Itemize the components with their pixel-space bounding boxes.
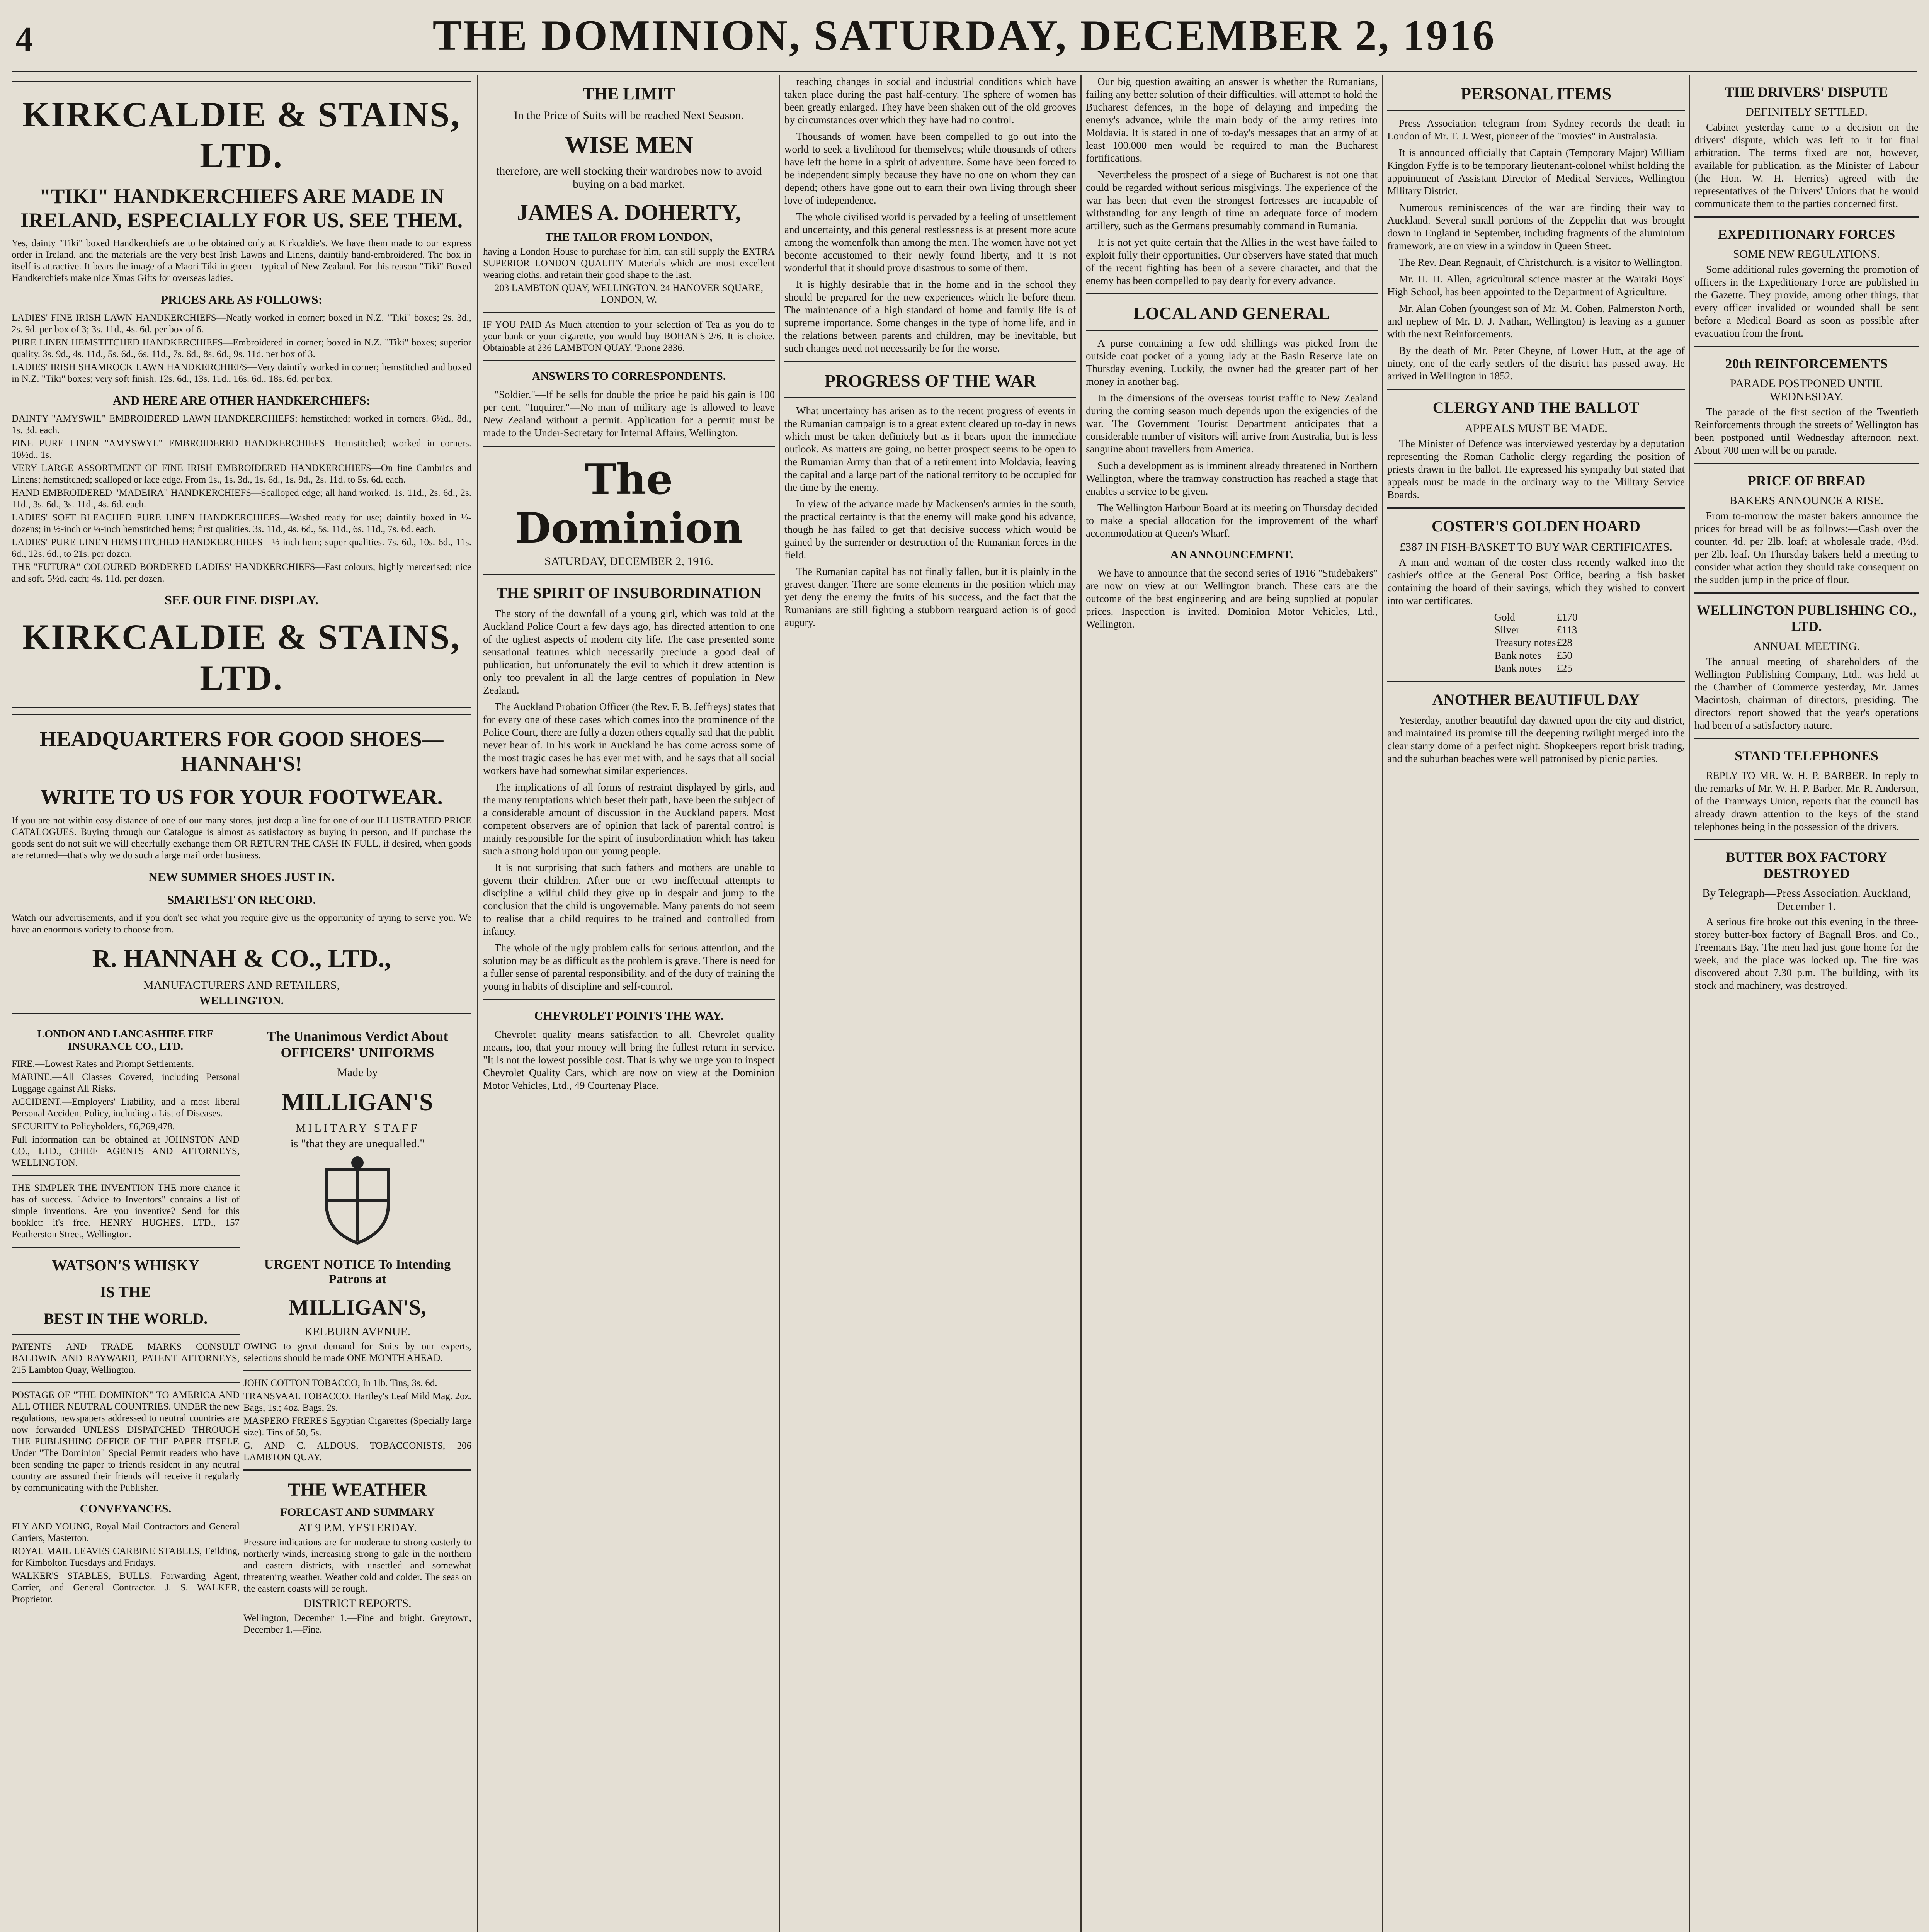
editorial-paragraph: It is not surprising that such fathers and mothers are unable to govern their children. After one or two ineffectual attempts to discipline a wilful child they give up in despair and jump to the conclusion that the child is ungovernable. Many parents do not seem to realise that a child requires to be trained and controlled from infancy. [483,862,775,937]
conveyance-line: FLY AND YOUNG, Royal Mail Contractors and General Carriers, Masterton. [12,1521,240,1543]
masthead [12,8,1917,72]
hannah-name: R. HANNAH & CO., LTD., [92,944,391,973]
london-ins-line: SECURITY to Policyholders, £6,269,478. [12,1121,175,1132]
london-ins-line: MARINE.—All Classes Covered, including Personal Luggage against All Risks. [12,1072,240,1094]
war-continued: Our big question awaiting an answer is whether the Rumanians, failing any better solution of their difficulties, will attempt to hold the Bucharest defences, in the hope of delaying and impeding the enemy's advance, while the main body of the army retires into Moldavia. It is stated in one of to-day's messages that an army of at least 100,000 men would be required to man the Bucharest fortifications. [1086,76,1378,164]
announcement-head: AN ANNOUNCEMENT. [1170,548,1293,561]
weather-body: Pressure indications are for moderate to strong easterly to northerly winds, increasing strong to gale in the northern and eastern districts, with unsettled and somewhat threatening weather. Weather cold and colder. The seas on the eastern coasts will be rough. [243,1537,471,1594]
editorial-headline: THE SPIRIT OF INSUBORDINATION [497,584,761,602]
chevrolet-body: Chevrolet quality means satisfaction to all. Chevrolet quality means, too, that your money will bring the fullest return in service. "It is not the lowest possible cost. That is why we urge you to inspect Chevrolet Quality Cars, which are now on view at the Dominion Motor Vehicles, Ltd., 49 Courtenay Place. [483,1029,775,1091]
london-ins-line: ACCIDENT.—Employers' Liability, and a most liberal Personal Accident Policy, including a List of Diseases. [12,1097,240,1119]
personal-item: Mr. Alan Cohen (youngest son of Mr. M. Cohen, Palmerston North, and nephew of Mr. D. J. Nathan, Wellington) is leaving as a gunner with the next Reinforcements. [1387,303,1685,340]
other-head: AND HERE ARE OTHER HANDKERCHIEFS: [112,393,371,407]
hoard-value: £50 [1556,650,1572,661]
limit-title: THE LIMIT [583,84,675,103]
milligan-verdict: The Unanimous Verdict About OFFICERS' UNIFORMS [267,1029,448,1060]
weather-district: DISTRICT REPORTS. [303,1597,412,1610]
divider [483,999,775,1000]
personal-headline: PERSONAL ITEMS [1461,84,1611,103]
column-rule [1382,75,1383,1932]
other-line: HAND EMBROIDERED "MADEIRA" HANDKERCHIEFS—Scalloped edge; all hand worked. 1s. 11d., 2s. 6d., 2s. 11d., 3s. 6d., 3s. 11d., 4s. 6d. each. [12,488,471,510]
stand-body: REPLY TO MR. W. H. P. BARBER. In reply to the remarks of Mr. W. H. P. Barber, Mr. R. Anderson, of the Tramways Union, reports that the council has already drawn attention to the keys of the stand telephones being in the possession of the drivers. [1694,770,1919,832]
wpc-body: The annual meeting of shareholders of the Wellington Publishing Company, Ltd., was held at the Chamber of Commerce yesterday, Mr. James Macintosh, chairman of directors, presiding. The directors' report showed that the year's operations had been of a satisfactory nature. [1694,656,1919,731]
hoard-value: £170 [1556,611,1578,623]
divider [483,312,775,313]
hoard-label: Gold [1494,611,1515,623]
divider [1694,738,1919,739]
urgent-name: MILLIGAN'S, [288,1296,427,1320]
kirkcaldie-name-footer: KIRKCALDIE & STAINS, LTD. [22,617,461,697]
limit-body: In the Price of Suits will be reached Next Season. [514,109,744,122]
tobacco-line: TRANSVAAL TOBACCO. Hartley's Leaf Mild Mag. 2oz. Bags, 1s.; 4oz. Bags, 2s. [243,1391,471,1413]
chevrolet-head: CHEVROLET POINTS THE WAY. [534,1009,724,1022]
announcement-body: We have to announce that the second series of 1916 "Studebakers" are now on view at our Wellington branch. These cars are the outcome of the best engineering and are being supplied at popular prices. Inspection is invited. Dominion Motor Vehicles, Ltd., Wellington. [1086,567,1378,630]
smartest: SMARTEST ON RECORD. [167,893,316,906]
personal-item: It is announced officially that Captain (Temporary Major) William Kingdon Fyffe is to be temporary lieutenant-colonel whilst holding the appointment of Assistant Director of Medical Services, Wellington Military District. [1387,147,1685,197]
hoard-value: £113 [1556,624,1577,636]
divider [1387,507,1685,509]
war-paragraph: The Rumanian capital has not finally fallen, but it is plainly in the gravest danger. There are some elements in the position which may yet deny the enemy the fruits of his success, and the fact that the Rumanians are still fighting a stubborn rearguard action is of good augury. [784,566,1076,628]
new-summer: NEW SUMMER SHOES JUST IN. [148,870,335,884]
drivers-sub: DEFINITELY SETTLED. [1745,105,1868,118]
divider [1387,110,1685,111]
inventor-ad: THE SIMPLER THE INVENTION THE more chance it has of success. "Advice to Inventors" contains a list of simple inventions. Are you inventive? Send for this booklet: it's free. HENRY HUGHES, LTD., 157 Featherston Street, Wellington. [12,1183,240,1240]
table-row [1494,636,1578,649]
column-5 [1387,75,1685,1932]
other-line: THE "FUTURA" COLOURED BORDERED LADIES' HANDKERCHIEFS—Fast colours; highly mercerised; nice and soft. 5½d. each; 4s. 11d. per dozen. [12,562,471,584]
divider [1694,216,1919,218]
clergy-body: The Minister of Defence was interviewed yesterday by a deputation representing the Roman Catholic clergy regarding the position of priests drawn in the ballot. He expressed his sympathy but stated that appeals must be made in the ordinary way to the Military Service Boards. [1387,438,1685,500]
weather-reports: Wellington, December 1.—Fine and bright. Greytown, December 1.—Fine. [243,1613,471,1635]
conveyance-line: ROYAL MAIL LEAVES CARBINE STABLES, Feilding, for Kimbolton Tuesdays and Fridays. [12,1546,240,1568]
hannah-sub: MANUFACTURERS AND RETAILERS, [143,979,340,992]
editorial-paragraph: The implications of all forms of restraint displayed by girls, and the many temptations which beset their path, have been the subject of a considerable amount of discussion in the Auckland papers. Most competent observers are of opinion that lack of parental control is mainly responsible for the spirit of insubordination which has taken such a strong hold upon our young people. [483,781,775,857]
editorial-paragraph: The Auckland Probation Officer (the Rev. F. B. Jeffreys) states that for every one of these cases which comes into the prominence of the Police Court, there are fully a dozen others equally sad that the public never hear of. In his work in Auckland he has come across some of the most tragic cases he has ever met with, and he says that all social workers have had somewhat similar experiences. [483,701,775,776]
beautiful-headline: ANOTHER BEAUTIFUL DAY [1432,691,1640,708]
divider [483,446,775,447]
divider [1387,389,1685,390]
hoard-label: Treasury notes [1494,637,1556,648]
reinforcements-sub: PARADE POSTPONED UNTIL WEDNESDAY. [1730,377,1883,403]
war-continued: It is not yet quite certain that the Allies in the west have failed to exploit fully their opportunities. Our observers have stated that much of the recent fighting has been of a severe character, and that the enemy has been compelled to pay dearly for every advance. [1086,236,1378,286]
other-line: VERY LARGE ASSORTMENT OF FINE IRISH EMBROIDERED HANDKERCHIEFS—On fine Cambrics and Linens; hemstitched; scalloped or lace edge. From 1s., 1s. 3d., 1s. 6d., 1s. 9d., 2s. 11d. to 5s. 6d. each. [12,463,471,485]
butter-body: A serious fire broke out this evening in the three-storey butter-box factory of Bagnall Bros. and Co., Freeman's Bay. The men had just gone home for the week, and the place was locked up. The fire was discovered about 7.30 p.m. The building, with its stock and machinery, was destroyed. [1694,916,1919,991]
weather-time: AT 9 P.M. YESTERDAY. [298,1521,417,1534]
personal-item: Mr. H. H. Allen, agricultural science master at the Waitaki Boys' High School, has been appointed to the Department of Agriculture. [1387,273,1685,298]
tiki-headline: "TIKI" HANDKERCHIEFS ARE MADE IN IRELAND, ESPECIALLY FOR US. SEE THEM. [20,185,463,232]
hannah-headline: HEADQUARTERS FOR GOOD SHOES—HANNAH'S! [39,727,444,776]
hannah-watch: Watch our advertisements, and if you don't see what you require give us the opportunity of trying to serve you. We have an enormous variety to choose from. [12,913,471,935]
divider [1694,463,1919,464]
column-rule [477,75,478,1932]
divider [1086,293,1378,294]
divider [1694,346,1919,347]
column-2 [483,75,775,1932]
divider [12,1247,240,1248]
divider [784,397,1076,398]
stand-headline: STAND TELEPHONES [1735,748,1878,764]
table-row [1494,662,1578,675]
editorial-continued: reaching changes in social and industrial conditions which have taken place during the past half-century. The sphere of women has been greatly enlarged. They have been shaken out of the old grooves by circumstances over which they have had no control. [784,76,1076,126]
costers-headline: COSTER'S GOLDEN HOARD [1431,517,1641,535]
hoard-value: £25 [1556,662,1572,674]
expeditionary-body: Some additional rules governing the promotion of officers in the Expeditionary Force are published in the Gazette. They provide, among other things, that every officer invalided or wounded shall be sent before a Medical Board as soon as possible after evacuation from the front. [1694,264,1919,339]
hannah-city: WELLINGTON. [199,994,284,1007]
clergy-sub: APPEALS MUST BE MADE. [1465,422,1608,435]
col1-lower [12,1020,471,1637]
divider [12,1334,240,1335]
local-headline: LOCAL AND GENERAL [1133,303,1330,323]
other-line: LADIES' PURE LINEN HEMSTITCHED HANDKERCHIEFS—½-inch hem; super qualities. 7s. 6d., 10s. 6d., 11s. 6d., 12s. 6d., to 21s. per dozen. [12,537,471,559]
hoard-label: Bank notes [1494,650,1541,661]
bread-headline: PRICE OF BREAD [1747,473,1866,488]
butter-sub: By Telegraph—Press Association. Auckland, December 1. [1702,887,1911,913]
personal-item: Numerous reminiscences of the war are finding their way to Auckland. Several small portions of the Zeppelin that was brought down in England in September, including fragments of the aluminium framework, are on view in a window in Queen Street. [1387,202,1685,252]
hannah-write: WRITE TO US FOR YOUR FOOTWEAR. [40,785,443,809]
tobacco-line: JOHN COTTON TOBACCO, In 1lb. Tins, 3s. 6d. [243,1378,437,1388]
clergy-headline: CLERGY AND THE BALLOT [1432,399,1640,416]
drivers-headline: THE DRIVERS' DISPUTE [1725,84,1888,100]
reinforcements-body: The parade of the first section of the Twentieth Reinforcements through the streets of Wellington has been postponed until Wednesday afternoon next. About 700 men will be on parade. [1694,406,1919,456]
bohan-ad: IF YOU PAID As Much attention to your selection of Tea as you do to your bank or your cigarette, you would buy BOHAN'S 2/6. It is choice. Obtainable at 236 LAMBTON QUAY. 'Phone 2836. [483,320,775,353]
milligan-tailors: MILITARY STAFF [295,1122,420,1134]
price-line: PURE LINEN HEMSTITCHED HANDKERCHIEFS—Embroidered in corner; boxed in N.Z. "Tiki" boxes; superior quality. 3s. 9d., 4s. 11d., 5s. 6d., 6s. 11d., 7s. 6d., 8s. 6d., 9s. 11d. per box of 3. [12,337,471,359]
urgent-body: OWING to great demand for Suits by our experts, selections should be made ONE MONTH AHEAD. [243,1341,471,1363]
postage-notice: POSTAGE OF "THE DOMINION" TO AMERICA AND ALL OTHER NEUTRAL COUNTRIES. UNDER the new regulations, newspapers addressed to neutral countries are now forwarded UNLESS DISPATCHED THROUGH THE PUBLISHING OFFICE OF THE PAPER ITSELF. Under "The Dominion" Special Permit readers who have been sending the paper to friends resident in any neutral country are assured their friends will receive it regularly by communicating with the Publisher. [12,1390,240,1493]
watson-line: BEST IN THE WORLD. [43,1310,208,1327]
local-paragraph: A purse containing a few odd shillings was picked from the outside coat pocket of a young lady at the Basin Reserve late on Thursday evening. Luckily, the owner had the greater part of her money in another bag. [1086,337,1378,387]
divider [784,361,1076,362]
divider [12,1382,240,1383]
col1-lower-left [12,1020,240,1637]
doherty-sub: THE TAILOR FROM LONDON, [545,231,713,243]
doherty-address: 203 LAMBTON QUAY, WELLINGTON. 24 HANOVER SQUARE, LONDON, W. [494,283,764,305]
hoard-value: £28 [1556,637,1572,648]
bread-sub: BAKERS ANNOUNCE A RISE. [1729,494,1884,507]
london-ins-title: LONDON AND LANCASHIRE FIRE INSURANCE CO., LTD. [37,1028,214,1053]
divider [243,1370,471,1371]
crest-icon [243,1154,471,1249]
divider [1694,839,1919,840]
hoard-label: Bank notes [1494,662,1541,674]
editorial-continued: Thousands of women have been compelled to go out into the world to seek a livelihood for themselves; while thousands of others have left the home in a spirit of adventure. Some have been forced to be independent simply because they have no one on whom they can depend; others have gone out to earn their own living through sheer love of independence. [784,131,1076,206]
answers-head: ANSWERS TO CORRESPONDENTS. [532,370,726,383]
editorial-continued: The whole civilised world is pervaded by a feeling of unsettlement and uncertainty, and this general restlessness is at present more acute among the womenfolk than among the men. The women have not yet become accustomed to their newly found liberty, and it is not wonderful that it should prove disastrous to some of them. [784,211,1076,274]
hoard-table [1494,611,1578,675]
other-line: DAINTY "AMYSWIL" EMBROIDERED LAWN HANDKERCHIEFS; hemstitched; worked in corners. 6½d., 8d., 1s. 3d. each. [12,413,471,435]
war-paragraph: What uncertainty has arisen as to the recent progress of events in the Rumanian campaign is to a great extent cleared up to-day in news which must be taken definitely but as it bears upon the immediate outlook. As matters are going, no better prospect seems to be open to the Rumanian Army than that of a retirement into Moldavia, leaving the capital and a large part of the national territory to be occupied for the time by the enemy. [784,405,1076,493]
costers-body: A man and woman of the coster class recently walked into the cashier's office at the General Post Office, bearing a fish basket containing the hoard of their savings, which they wished to convert into war certificates. [1387,556,1685,606]
war-continued: Nevertheless the prospect of a siege of Bucharest is not one that could be regarded without serious misgivings. The experience of the war has been that even the strongest fortresses are incapable of withstanding for any length of time an adequate force of modern artillery, such as the Germans presumably command in Rumania. [1086,169,1378,231]
editorial-paragraph: The whole of the ugly problem calls for serious attention, and the solution may be as difficult as the problem is grave. There is need for a fuller sense of parental responsibility, and of the duty of training the young in habits of discipline and self-control. [483,942,775,992]
wise-men: WISE MEN [565,131,693,158]
doherty-body: having a London House to purchase for him, can still supply the EXTRA SUPERIOR LONDON QUALITY Materials which are most excellent wearing cloths, and retain their good shape to the last. [483,247,775,280]
hannah-body: If you are not within easy distance of one of our many stores, just drop a line for one of our ILLUSTRATED PRICE CATALOGUES. Buying through our Catalogue is almost as satisfactory as buying in person, and if purchase the goods sent do not suit we will cheerfully exchange them OR RETURN THE CASH IN FULL, if desired, when goods are returned—that's why we do such a large mail order business. [12,815,471,861]
hannah-ad [12,714,471,1014]
answers-body: "Soldier."—If he sells for double the price he paid his gain is 100 per cent. "Inquirer."—No man of military age is allowed to leave New Zealand without a permit. Application for a permit must be made to the Under-Secretary for Internal Affairs, Wellington. [483,389,775,439]
weather-head: THE WEATHER [288,1480,427,1500]
column-6 [1694,75,1919,1932]
doherty-name: JAMES A. DOHERTY, [517,200,741,225]
conveyances-head: CONVEYANCES. [80,1502,172,1515]
personal-item: The Rev. Dean Regnault, of Christchurch, is a visitor to Wellington. [1399,257,1682,268]
editorial-continued: It is highly desirable that in the home and in the school they should be prepared for the new experiences which lie before them. The maintenance of a high standard of home and family life is of supreme importance. Some changes in the type of home life, and in the relations between parents and children, may be inevitable, but such changes need not necessarily be for the worse. [784,279,1076,354]
beautiful-body: Yesterday, another beautiful day dawned upon the city and district, and maintained its promise till the deepening twilight merged into the clear starry dome of a perfect night. Shopkeepers report brisk trading, and the suburban beaches were well patronised by picnic parties. [1387,714,1685,764]
tobacco-line: MASPERO FRERES Egyptian Cigarettes (Specially large size). Tins of 50, 5s. [243,1416,471,1438]
london-ins-line: Full information can be obtained at JOHNSTON AND CO., LTD., CHIEF AGENTS AND ATTORNEYS, WELLINGTON. [12,1134,240,1168]
expeditionary-sub: SOME NEW REGULATIONS. [1733,248,1880,260]
wise-body: therefore, are well stocking their wardrobes now to avoid buying on a bad market. [496,165,762,190]
watson-line: IS THE [100,1283,151,1301]
masthead-title: THE DOMINION, SATURDAY, DECEMBER 2, 1916 [432,12,1496,60]
divider [1387,681,1685,682]
divider [243,1469,471,1471]
drivers-body: Cabinet yesterday came to a decision on the drivers' dispute, which was left to it for final arbitration. The terms fixed are not, however, available for publication, as the Minister of Labour (the Hon. W. H. Herries) agreed with the representatives of the Drivers' Unions that he would communicate them to the parties concerned first. [1694,121,1919,209]
kirkcaldie-ad [12,81,471,708]
hoard-label: Silver [1494,624,1520,636]
divider [1694,592,1919,594]
tiki-body: Yes, dainty "Tiki" boxed Handkerchiefs are to be obtained only at Kirkcaldie's. We have them made to our express order in Ireland, and the materials are the very best Irish Lawns and Linens, daintily hand-embroidered. The box in itself is attractive. It bears the image of a Maori Tiki in green—typical of New Zealand. For this reason "Tiki" Boxed Handkerchiefs make nice Xmas Gifts for overseas ladies. [12,238,471,283]
table-row [1494,624,1578,636]
other-line: FINE PURE LINEN "AMYSWYL" EMBROIDERED HANDKERCHIEFS—Hemstitched; worked in corners. 10½d., 1s. [12,438,471,460]
milligan-name: MILLIGAN'S [282,1088,433,1116]
prices-head: PRICES ARE AS FOLLOWS: [160,293,323,306]
divider [483,574,775,575]
wpc-sub: ANNUAL MEETING. [1753,640,1860,653]
costers-sub: £387 IN FISH-BASKET TO BUY WAR CERTIFICATES. [1400,541,1672,553]
weather-sub: FORECAST AND SUMMARY [280,1506,435,1519]
war-headline: PROGRESS OF THE WAR [824,371,1036,391]
patents-ad: PATENTS AND TRADE MARKS CONSULT BALDWIN AND RAYWARD, PATENT ATTORNEYS, 215 Lambton Quay, Wellington. [12,1342,240,1375]
column-rule [779,75,780,1932]
price-line: LADIES' IRISH SHAMROCK LAWN HANDKERCHIEFS—Very daintily worked in corner; hemstitched and boxed in N.Z. "Tiki" boxes; very soft finish. 12s. 6d., 13s. 11d., 16s. 6d., 18s. 6d. per box. [12,362,471,384]
watson-line: WATSON'S WHISKY [52,1257,199,1274]
table-row [1494,611,1578,624]
column-3 [784,75,1076,1932]
milligan-equalled: is "that they are unequalled." [290,1137,425,1150]
editorial-paragraph: The story of the downfall of a young girl, which was told at the Auckland Police Court a few days ago, has directed attention to one of the ugliest aspects of modern city life. The case presented some sensational features which necessarily preclude a good deal of publication, but unfortunately the evil to which it drew attention is only too prevalent in all the large centres of population in New Zealand. [483,608,775,696]
expeditionary-headline: EXPEDITIONARY FORCES [1718,226,1895,242]
milligan-made-by: Made by [337,1066,378,1079]
column-1 [12,75,471,1932]
personal-item: By the death of Mr. Peter Cheyne, of Lower Hutt, at the age of ninety, one of the early settlers of the district has passed away. He arrived in Wellington in 1852. [1387,345,1685,382]
divider [1086,330,1378,331]
london-ins-line: FIRE.—Lowest Rates and Prompt Settlements. [12,1059,194,1069]
reinforcements-headline: 20th REINFORCEMENTS [1725,356,1888,371]
column-rule [1689,75,1690,1932]
urgent-notice: URGENT NOTICE To Intending Patrons at [264,1257,451,1286]
personal-item: Press Association telegram from Sydney records the death in London of Mr. T. J. West, pioneer of the "movies" in Australasia. [1387,117,1685,142]
tobacco-line: G. AND C. ALDOUS, TOBACCONISTS, 206 LAMBTON QUAY. [243,1440,471,1463]
local-paragraph: The Wellington Harbour Board at its meeting on Thursday decided to make a special allocation for the improvement of the wharf accommodation at Queen's Wharf. [1086,502,1378,539]
page-number: 4 [15,20,33,58]
bread-body: From to-morrow the master bakers announce the prices for bread will be as follows:—Cash over the counter, 4d. per 2lb. loaf; at wholesale trade, 4½d. per 2lb. loaf. On Thursday bakers held a meeting to consider what action they should take consequent on the sudden jump in the price of flour. [1694,510,1919,585]
wpc-headline: WELLINGTON PUBLISHING CO., LTD. [1696,602,1917,634]
price-line: LADIES' FINE IRISH LAWN HANDKERCHIEFS—Neatly worked in corner; boxed in N.Z. "Tiki" boxes; 2s. 3d., 2s. 9d. per box of 3; 3s. 11d., 4s. 6d. per box of 6. [12,313,471,335]
editorial-date: SATURDAY, DECEMBER 2, 1916. [544,555,713,568]
kirkcaldie-name: KIRKCALDIE & STAINS, LTD. [22,95,461,175]
column-rule [1080,75,1082,1932]
col1-lower-right [243,1020,471,1637]
column-4 [1086,75,1378,1932]
local-paragraph: In the dimensions of the overseas tourist traffic to New Zealand during the coming season much depends upon the exigencies of the war. The Government Tourist Department anticipates that a considerable number of visitors will arrive from Australia, but is less sanguine about travellers from America. [1086,392,1378,455]
local-paragraph: Such a development as is imminent already threatened in Northern Wellington, where the tramway construction has reached a stage that enables a service to be given. [1086,460,1378,497]
war-paragraph: In view of the advance made by Mackensen's armies in the south, the practical certainty is that the enemy will make good his advance, though he has failed to get that decisive success which would be gained by the surrender or destruction of the Rumanian forces in the field. [784,498,1076,561]
butter-headline: BUTTER BOX FACTORY DESTROYED [1726,849,1887,881]
other-line: LADIES' SOFT BLEACHED PURE LINEN HANDKERCHIEFS—Washed ready for use; daintily boxed in ½-dozens; in ½-inch or ¼-inch hemstitched hems; first qualities. 3s. 11d., 4s. 6d., 5s. 11d., 6s. 11d., 7s. 6d. each. [12,512,471,534]
divider [483,360,775,361]
urgent-address: KELBURN AVENUE. [304,1325,411,1338]
divider [12,1175,240,1176]
conveyance-line: WALKER'S STABLES, BULLS. Forwarding Agent, Carrier, and General Contractor. J. S. WALKER, Proprietor. [12,1571,240,1604]
table-row [1494,649,1578,662]
nameplate: The Dominion [514,455,743,553]
fine-display: SEE OUR FINE DISPLAY. [164,593,319,607]
